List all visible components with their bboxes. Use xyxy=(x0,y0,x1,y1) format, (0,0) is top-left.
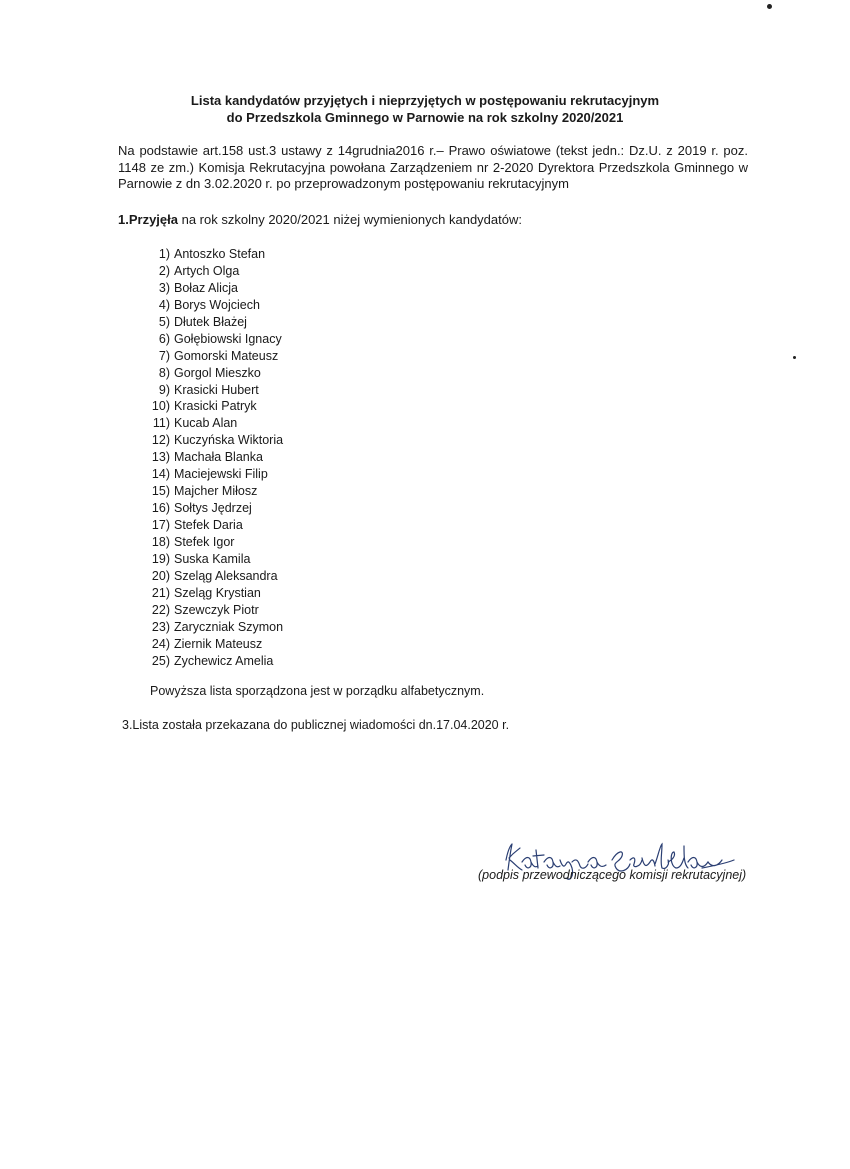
list-item xyxy=(138,246,283,263)
candidate-name: Szeląg Aleksandra xyxy=(174,568,278,583)
candidate-name: Zychewicz Amelia xyxy=(174,653,274,668)
list-item xyxy=(138,653,283,670)
list-item-number: 14) xyxy=(151,467,170,482)
candidate-name: Suska Kamila xyxy=(174,551,251,566)
list-item xyxy=(138,585,283,602)
list-item-number: 24) xyxy=(151,636,170,651)
candidate-name: Sołtys Jędrzej xyxy=(174,501,252,516)
list-item-number: 21) xyxy=(151,585,170,600)
list-item-number: 19) xyxy=(151,551,170,566)
list-item-number: 23) xyxy=(151,619,170,634)
section-1-text: na rok szkolny 2020/2021 niżej wymienionych kandydatów: xyxy=(178,212,522,227)
list-item-number: 22) xyxy=(151,602,170,617)
list-item-number: 17) xyxy=(151,518,170,532)
list-item-number: 12) xyxy=(151,433,170,448)
candidate-name: Kucab Alan xyxy=(174,416,238,431)
list-item-number: 8) xyxy=(158,365,170,380)
list-item-number: 9) xyxy=(158,382,170,397)
list-item xyxy=(138,534,283,551)
candidate-name: Szewczyk Piotr xyxy=(174,602,259,617)
list-item xyxy=(138,449,283,466)
list-item xyxy=(138,568,283,585)
section-1-heading xyxy=(118,212,522,227)
candidate-name: Szeląg Krystian xyxy=(174,585,261,600)
list-item-number: 16) xyxy=(151,501,170,516)
list-item xyxy=(138,314,283,331)
list-item xyxy=(138,297,283,314)
list-item-number: 3) xyxy=(158,280,170,295)
list-item-number: 18) xyxy=(151,534,170,549)
section-1-lead: 1.Przyjęła xyxy=(118,212,178,227)
candidate-name: Machała Blanka xyxy=(174,450,263,465)
title-line-1: Lista kandydatów przyjętych i nieprzyjętych w postępowaniu rekrutacyjnym xyxy=(190,93,660,108)
list-item xyxy=(138,365,283,382)
scan-speck xyxy=(767,4,772,9)
candidate-name: Bołaz Alicja xyxy=(174,280,238,295)
candidate-name: Majcher Miłosz xyxy=(174,484,258,499)
candidate-list xyxy=(138,246,283,669)
section-3-text: 3.Lista została przekazana do publicznej wiadomości dn.17.04.2020 r. xyxy=(122,718,510,732)
list-item xyxy=(138,263,283,280)
list-item xyxy=(138,466,283,483)
list-item-number: 15) xyxy=(151,484,170,499)
list-item xyxy=(138,500,283,517)
candidate-name: Krasicki Hubert xyxy=(174,382,259,397)
candidate-name: Antoszko Stefan xyxy=(174,247,266,261)
list-item xyxy=(138,517,283,534)
list-item-number: 2) xyxy=(158,263,170,278)
list-item xyxy=(138,331,283,348)
list-item-number: 6) xyxy=(158,331,170,346)
list-item-number: 4) xyxy=(158,297,170,312)
list-item-number: 7) xyxy=(158,348,170,363)
candidate-name: Dłutek Błażej xyxy=(174,314,247,329)
candidate-name: Gołębiowski Ignacy xyxy=(174,331,282,346)
list-item xyxy=(138,602,283,619)
list-item-number: 5) xyxy=(158,314,170,329)
candidate-name: Stefek Daria xyxy=(174,518,243,532)
candidate-name: Borys Wojciech xyxy=(174,297,260,312)
list-item xyxy=(138,382,283,399)
list-item xyxy=(138,415,283,432)
list-item-number: 13) xyxy=(151,450,170,465)
list-item xyxy=(138,619,283,636)
list-item xyxy=(138,432,283,449)
list-item-number: 20) xyxy=(151,568,170,583)
list-item-number: 10) xyxy=(151,399,170,414)
list-item xyxy=(138,483,283,500)
list-item-number: 25) xyxy=(151,653,170,668)
candidate-name: Krasicki Patryk xyxy=(174,399,257,414)
scan-speck xyxy=(793,356,796,359)
intro-paragraph: Na podstawie art.158 ust.3 ustawy z 14grudnia2016 r.– Prawo oświatowe (tekst jedn.: Dz.U. z 2019 r. poz. 1148 ze zm.) Komisja Rekrutacyjna powołana Zarządzeniem nr 2-2020 Dyrektora Przedszkola Gminnego w Parnowie z dn 3.02.2020 r. po przeprowadzonym postępowaniu rekrutacyjnym xyxy=(118,143,748,191)
candidate-name: Artych Olga xyxy=(174,263,240,278)
list-item xyxy=(138,551,283,568)
alphabetical-note: Powyższa lista sporządzona jest w porządku alfabetycznym. xyxy=(150,684,485,698)
candidate-name: Gomorski Mateusz xyxy=(174,348,279,363)
list-item-number: 1) xyxy=(158,247,170,261)
candidate-name: Zaryczniak Szymon xyxy=(174,619,284,634)
candidate-name: Maciejewski Filip xyxy=(174,467,268,482)
title-line-2: do Przedszkola Gminnego w Parnowie na rok szkolny 2020/2021 xyxy=(226,110,624,125)
list-item xyxy=(138,348,283,365)
list-item xyxy=(138,398,283,415)
candidate-name: Ziernik Mateusz xyxy=(174,636,263,651)
list-item-number: 11) xyxy=(152,416,170,431)
signature-caption: (podpis przewodniczącego komisji rekrutacyjnej) xyxy=(478,868,747,882)
list-item xyxy=(138,636,283,653)
document-title xyxy=(0,92,850,126)
candidate-name: Stefek Igor xyxy=(174,534,235,549)
candidate-name: Gorgol Mieszko xyxy=(174,365,261,380)
list-item xyxy=(138,280,283,297)
candidate-name: Kuczyńska Wiktoria xyxy=(174,433,284,448)
